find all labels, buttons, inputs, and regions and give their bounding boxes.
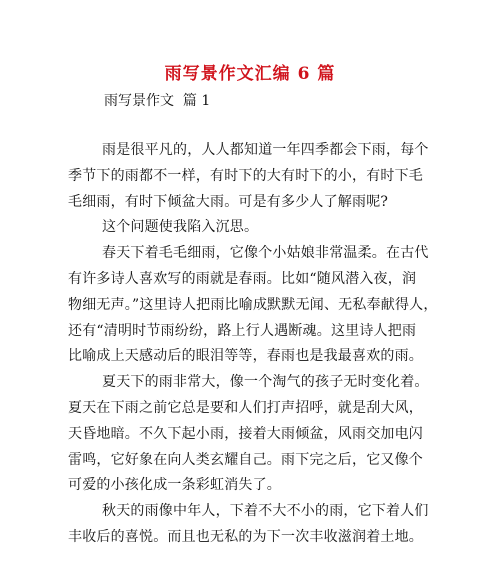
body-line: 秋天的雨像中年人，下着不大不小的雨，它下着人们	[102, 503, 429, 520]
body-line: 夏天在下雨之前它总是要和人们打声招呼，就是刮大风，	[68, 399, 423, 416]
document-title: 雨写景作文汇编 6 篇	[164, 64, 336, 84]
body-line: 雷鸣，它好象在向人类玄耀自己。雨下完之后，它又像个	[68, 451, 423, 468]
document-body	[68, 138, 448, 551]
body-line: 季节下的雨都不一样，有时下的大有时下的小，有时下毛	[68, 167, 423, 184]
body-line: 有许多诗人喜欢写的雨就是春雨。比如“随风潜入夜，润	[68, 270, 417, 287]
document-subtitle: 雨写景作文 篇 1	[104, 93, 211, 109]
body-line: 还有“清明时节雨纷纷，路上行人遇断魂。这里诗人把雨	[68, 322, 417, 339]
body-line: 可爱的小孩化成一条彩虹消失了。	[68, 477, 281, 494]
body-line: 春天下着毛毛细雨，它像个小姑娘非常温柔。在古代	[102, 245, 429, 262]
body-line: 物细无声。”这里诗人把雨比喻成默默无闻、无私奉献得人，	[68, 296, 438, 313]
body-line: 夏天下的雨非常大，像一个淘气的孩子无时变化着。	[102, 374, 429, 391]
body-line: 雨是很平凡的，人人都知道一年四季都会下雨，每个	[102, 142, 429, 158]
body-line: 天昏地暗。不久下起小雨，接着大雨倾盆，风雨交加电闪	[68, 425, 423, 442]
body-line: 这个问题使我陷入沉思。	[102, 219, 259, 236]
body-line: 丰收后的喜悦。而且也无私的为下一次丰收滋润着土地。	[68, 528, 423, 545]
body-line: 毛细雨，有时下倾盆大雨。可是有多少人了解雨呢?	[68, 193, 389, 210]
body-line: 比喻成上天感动后的眼泪等等，春雨也是我最喜欢的雨。	[68, 348, 423, 365]
